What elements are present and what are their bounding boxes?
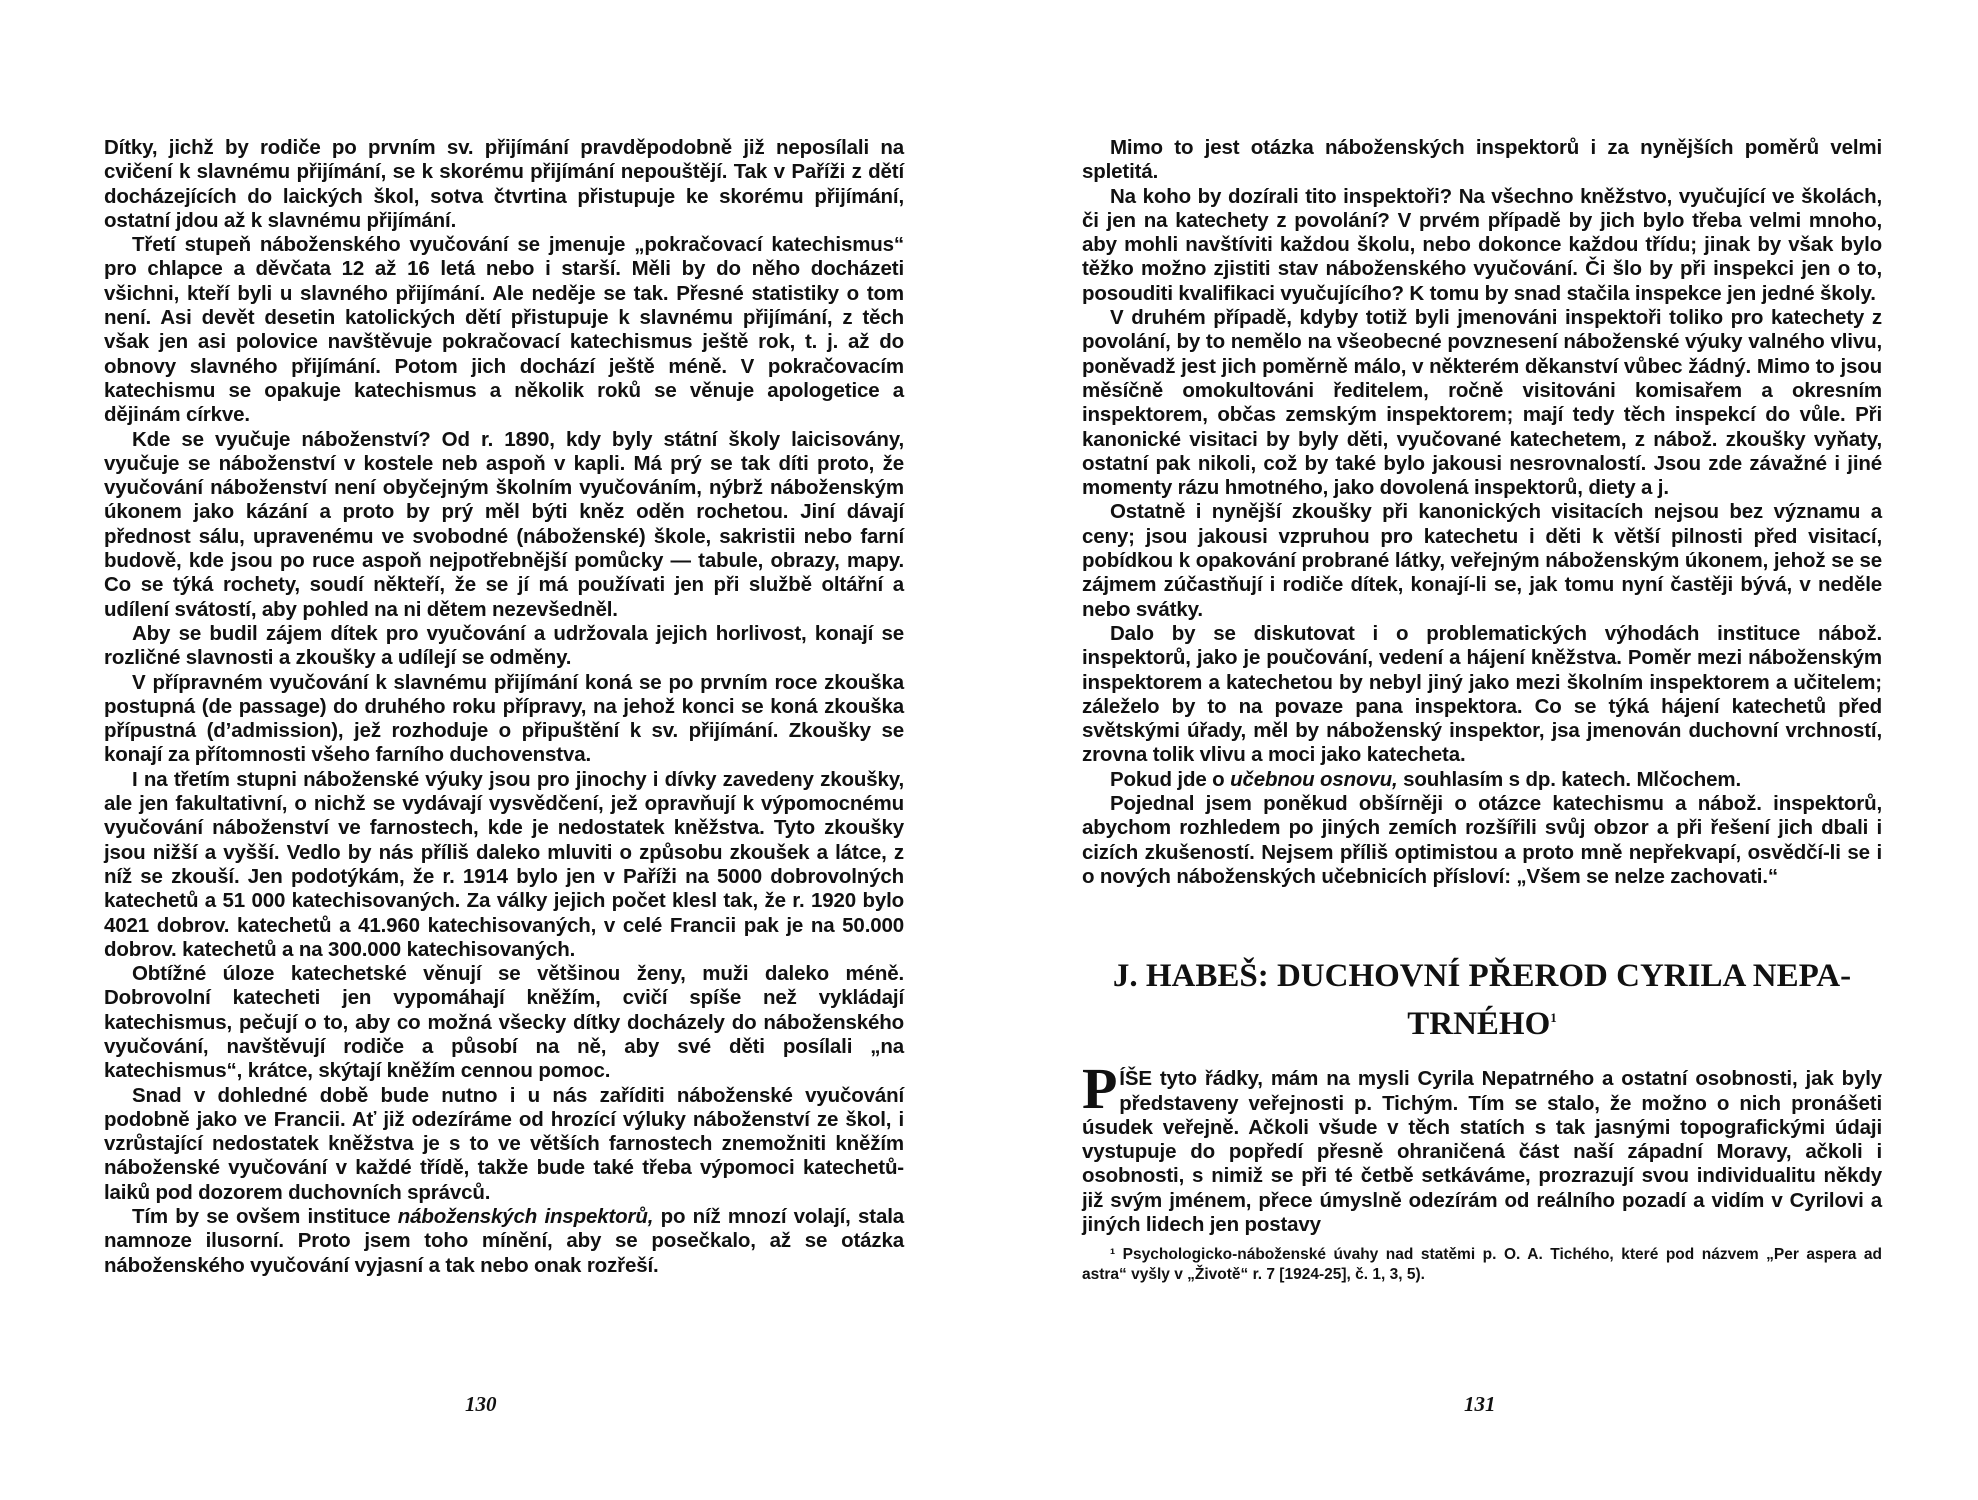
emphasis-text: učebnou osnovu, [1230, 767, 1398, 791]
drop-cap: P [1082, 1056, 1118, 1122]
paragraph-osnova [1082, 768, 1882, 792]
paragraph: Kde se vyučuje náboženství? Od r. 1890, kdy byly státní školy laicisovány, vyučuje se náboženství v kostele neb aspoň v kapli. Má prý se tak díti proto, že vyučování náboženství není obyčejným školním vyučováním, nýbrž náboženským úkonem jako kázání a proto by prý měl býti kněz oděn rochetou. Jiní dávají přednost sálu, upravenému ve svobodné (náboženské) škole, sakristii nebo farní budově, kde jsou po ruce aspoň nejpotřebnější pomůcky — tabule, obrazy, mapy. Co se týká rochety, soudí někteří, že se jí má používati jen při službě oltářní a udílení svátostí, aby pohled na ni dětem nezevšedněl. [104, 427, 904, 621]
first-word-rest: ÍŠE [1119, 1067, 1152, 1091]
paragraph: I na třetím stupni náboženské výuky jsou pro jinochy i dívky zavedeny zkoušky, ale jen fakultativní, o nichž se vydávají vysvědčení, jež opravňují k výpomocnému vyučování náboženství ve farnostech, kde je nedostatek kněžstva. Tyto zkoušky jsou nižší a vyšší. Vedlo by nás příliš daleko mluviti o způsobu zkoušek a látce, z níž se zkouší. Jen podotýkám, že r. 1914 bylo jen v Paříži na 5000 dobrovolných katechetů a 51 000 katechisovaných. Za války jejich počet klesl tak, že r. 1920 bylo 4021 dobrov. katechetů a 41.960 katechisovaných, v celé Francii pak je na 50.000 dobrov. katechetů a na 300.000 katechisovaných. [104, 767, 904, 961]
paragraph: Dalo by se diskutovat i o problematických výhodách instituce nábož. inspektorů, jako je poučování, vedení a hájení kněžstva. Poměr mezi náboženským inspektorem a katechetou by nebyl jiný jako mezi školním inspektorem a učitelem; záleželo by to na povaze pana inspektora. Co se týká hájení katechetů před světskými úřady, měl by náboženský inspektor, jsa jmenován duchovní vrchností, zrovna tolik vlivu a moci jako katecheta. [1082, 621, 1882, 767]
text-run: po níž mnozí volají, stala namnoze ilusorní. Proto jsem toho mínění, aby se posečkalo, až se otázka náboženského vyučování vyjasní a tak nebo onak rozřeší. [104, 1205, 904, 1277]
text-run: Tím by se ovšem instituce [132, 1205, 398, 1229]
emphasis-text: náboženských inspektorů, [397, 1205, 654, 1229]
page-number-right: 131 [1464, 1392, 1496, 1416]
paragraph: Třetí stupeň náboženského vyučování se jmenuje „pokračovací katechismus“ pro chlapce a děvčata 12 až 16 letá nebo i starší. Měli by do něho docházeti všichni, kteří byli u slavného přijímání. Ale neděje se tak. Přesné statistiky o tom není. Asi devět desetin katolických dětí přistupuje k slavnému přijímání, z těch však jen asi polovice navštěvuje pokračovací katechismus ještě rok, t. j. až do obnovy slavného přijímání. Potom jich dochází ještě méně. V pokračovacím katechismu se opakuje katechismus a několik roků se věnuje apologetice a dějinám církve. [104, 233, 904, 427]
paragraph: Aby se budil zájem dítek pro vyučování a udržovala jejich horlivost, konají se rozličné slavnosti a zkoušky a udílejí se odměny. [104, 621, 904, 670]
page-number-left: 130 [465, 1392, 497, 1416]
heading-line: J. HABEŠ: DUCHOVNÍ PŘEROD CYRILA NEPA- [1112, 958, 1852, 995]
paragraph: Pojednal jsem poněkud obšírněji o otázce katechismu a nábož. inspektorů, abychom rozhledem po jiných zemích rozšířili svůj obzor a při řešení jich dbali i cizích zkušeností. Nejsem příliš optimistou a proto mně nepřekvapí, osvědčí-li se i o nových náboženských učebnicích přísloví: „Všem se nelze zachovati.“ [1082, 792, 1882, 888]
text-run: souhlasím s dp. katech. Mlčochem. [1397, 767, 1742, 791]
paragraph: Obtížné úloze katechetské věnují se většinou ženy, muži daleko méně. Dobrovolní katecheti jen vypomáhají kněžím, cvičí spíše než vykládají katechismus, pečují o to, aby co možná všecky dítky docházely do náboženského vyučování, navštěvují rodiče a působí na ně, aby své děti posílali „na katechismus“, krátce, skýtají kněžím cennou pomoc. [104, 962, 904, 1083]
text-run: tyto řádky, mám na mysli Cyrila Nepatrného a ostatní osobnosti, jak byly představeny veřejnosti p. Tichým. Tím se stalo, že možno o nich pronášeti úsudek veřejně. Ačkoli všude v těch statích s tak jasnými topografickými údaji vystupuje do popředí přesně ohraničená část naší západní Moravy, ačkoli i osobnosti, s nimiž se při té četbě setkáváme, prozrazují svou individualitu někdy již svým jménem, přece úmyslně odezírám od reálního pozadí a vidím v Cyrilovi a jiných lidech jen postavy [1082, 1067, 1882, 1236]
heading-line: TRNÉHO [1407, 1006, 1551, 1043]
paragraph: V druhém případě, kdyby totiž byli jmenováni inspektoři toliko pro katechety z povolání, by to nemělo na všeobecné povznesení náboženské výuky valného vlivu, poněvadž jest jich poměrně málo, v některém děkanství vůbec žádný. Mimo to jsou měsíčně omokultováni ředitelem, ročně visitováni komisařem a okresním inspektorem, občas zemským inspektorem; mají tedy těch inspekcí do vůle. Při kanonické visitaci by byly děti, vyučované katechetem, z nábož. zkoušky vyňaty, ostatní pak nikoli, což by také bylo jakousi nesrovnalostí. Jsou zde závažné i jiné momenty rázu hmotného, jako dovolená inspektorů, diety a j. [1082, 306, 1882, 500]
paragraph: Snad v dohledné době bude nutno i u nás zaříditi náboženské vyučování podobně jako ve Francii. Ať již odezíráme od hrozící výluky náboženství ze škol, i vzrůstající nedostatek kněžstva je s to ve větších farnostech znemožniti kněžím náboženské vyučování v každé třídě, takže bude také třeba výpomoci katechetů-laiků pod dozorem duchovních správců. [104, 1083, 904, 1204]
right-page [1082, 136, 1882, 1285]
paragraph: Mimo to jest otázka náboženských inspektorů i za nynějších poměrů velmi spletitá. [1082, 136, 1882, 184]
paragraph: Ostatně i nynější zkoušky při kanonických visitacích nejsou bez významu a ceny; jsou jakousi vzpruhou pro katechetu i děti k větší pilnosti před visitací, pobídkou k opakování probrané látky, veřejným náboženským úkonem, jehož se se zájmem zúčastňují i rodiče dítek, konají-li se, jak tomu nyní častěji bývá, v neděle nebo svátky. [1082, 500, 1882, 621]
text-run: Pokud jde o [1110, 767, 1231, 791]
footnote: ¹ Psychologicko-náboženské úvahy nad statěmi p. O. A. Tichého, které pod názvem „Per aspera ad astra“ vyšly v „Životě“ r. 7 [1924-25], č. 1, 3, 5). [1082, 1246, 1882, 1284]
chapter-opening [1082, 1056, 1882, 1237]
article-heading [1082, 955, 1882, 1045]
paragraph-inspectors [104, 1205, 904, 1278]
paragraph: V přípravném vyučování k slavnému přijímání koná se po prvním roce zkouška postupná (de passage) do druhého roku přípravy, na jehož konci se koná zkouška přípustná (d’admission), jež rozhoduje o připuštění k sv. přijímání. Zkoušky se konají za přítomnosti všeho farního duchovenstva. [104, 670, 904, 767]
paragraph: Dítky, jichž by rodiče po prvním sv. přijímání pravděpodobně již neposílali na cvičení k slavnému přijímání, se k skorému přijímání nepouštějí. Tak v Paříži z dětí docházejících do laických škol, sotva čtvrtina přistupuje ke skorému přijímání, ostatní jdou až k slavnému přijímání. [104, 136, 904, 232]
left-page [104, 136, 904, 1278]
paragraph: Na koho by dozírali tito inspektoři? Na všechno kněžstvo, vyučující ve školách, či jen na katechety z povolání? V prvém případě by jich bylo třeba velmi mnoho, aby mohli navštíviti každou školu, nebo dokonce každou třídu; jinak by však bylo těžko možno zjistiti stav náboženského vyučování. Či šlo by při inspekci jen o to, posouditi kvalifikaci vyučujícího? K tomu by snad stačila inspekce jen jedné školy. [1082, 184, 1882, 305]
footnote-marker: 1 [1550, 1010, 1557, 1026]
